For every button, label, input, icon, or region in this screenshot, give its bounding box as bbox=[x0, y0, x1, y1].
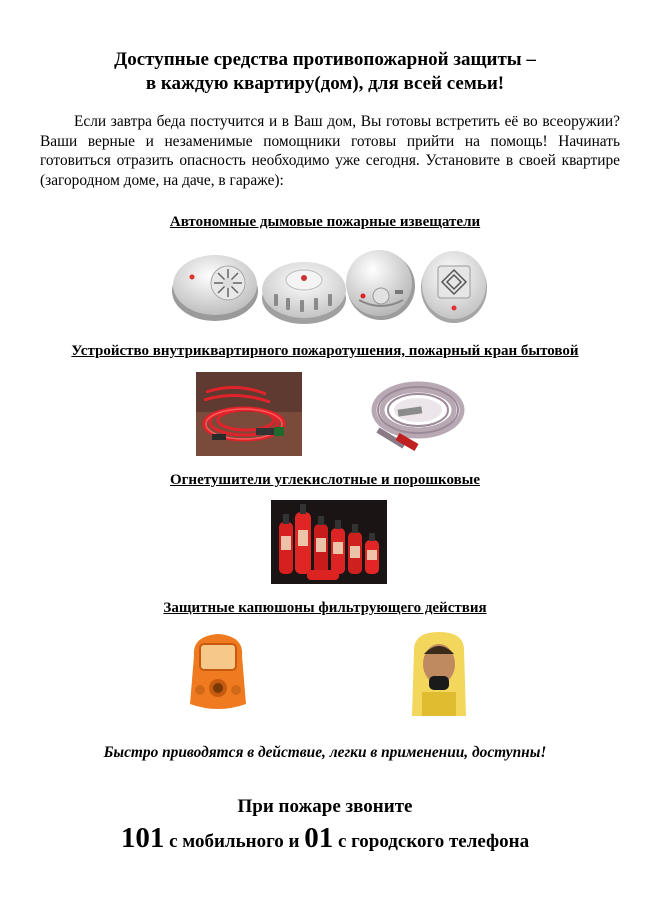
grey-hose-image bbox=[368, 372, 466, 456]
smoke-detector-image-4 bbox=[420, 248, 488, 324]
title-line-1: Доступные средства противопожарной защиты – bbox=[114, 49, 536, 70]
intro-paragraph: Если завтра беда постучится и в Ваш дом, Вы готовы встретить её во всеоружии? Ваши верные и незаменимые помощники готовы прийти на помощь! Начинать готовиться отразить опасность необходимо уже сегодня. Установите в своей квартире (загородном доме, на даче, в гараже): bbox=[40, 113, 620, 189]
yellow-hood-image bbox=[410, 630, 468, 716]
call-heading: При пожаре звоните bbox=[237, 796, 413, 817]
heading-smoke-detectors: Автономные дымовые пожарные извещатели bbox=[169, 214, 481, 230]
landline-emergency-number: 01 bbox=[304, 822, 334, 854]
smoke-detector-image-3 bbox=[345, 250, 417, 322]
heading-extinguishers: Огнетушители углекислотные и порошковые bbox=[169, 472, 481, 488]
orange-hood-image bbox=[186, 630, 250, 714]
landline-emergency-text: с городского телефона bbox=[337, 831, 530, 852]
page-title bbox=[40, 48, 610, 96]
mobile-emergency-text: с мобильного и bbox=[169, 831, 300, 852]
heading-protective-hoods: Защитные капюшоны фильтрующего действия bbox=[163, 600, 487, 616]
emergency-phones-line bbox=[20, 820, 630, 860]
red-hose-image bbox=[196, 372, 302, 456]
mobile-emergency-number: 101 bbox=[120, 822, 165, 854]
smoke-detector-image-1 bbox=[170, 247, 260, 325]
tagline: Быстро приводятся в действие, легки в применении, доступны! bbox=[103, 744, 547, 761]
heading-fire-hydrant: Устройство внутриквартирного пожаротушения, пожарный кран бытовой bbox=[71, 343, 579, 359]
fire-extinguishers-image bbox=[271, 500, 387, 584]
title-line-2: в каждую квартиру(дом), для всей семьи! bbox=[145, 73, 505, 94]
smoke-detector-image-2 bbox=[260, 254, 348, 328]
